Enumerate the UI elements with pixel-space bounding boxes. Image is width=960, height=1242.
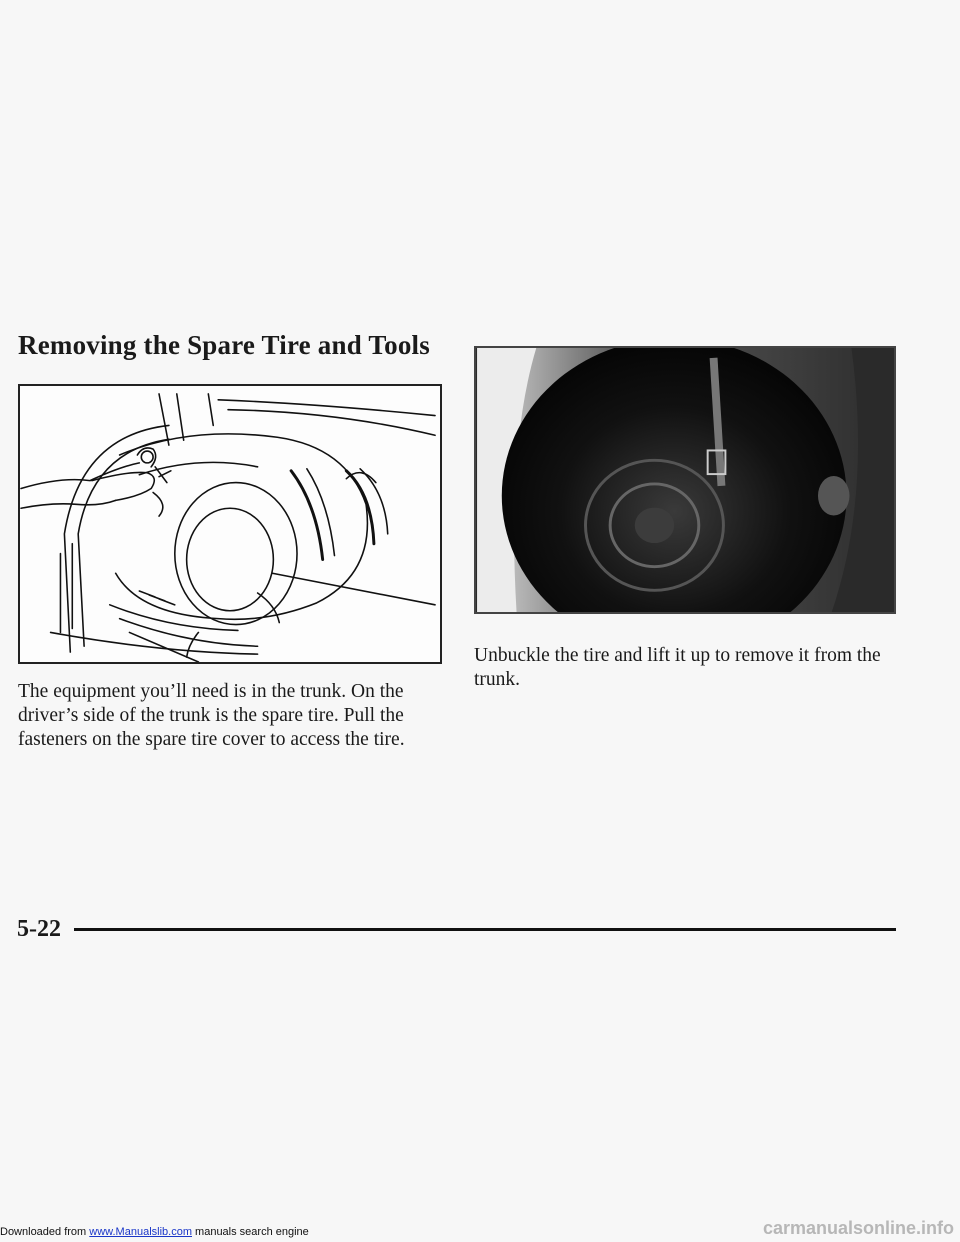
page-title: Removing the Spare Tire and Tools xyxy=(18,330,430,360)
manualslib-link[interactable]: www.Manualslib.com xyxy=(89,1226,192,1238)
spare-tire-photo xyxy=(474,346,896,614)
trunk-spare-tire-illustration xyxy=(18,384,442,664)
watermark-text: carmanualsonline.info xyxy=(762,1218,954,1238)
instruction-text-cover: The equipment you’ll need is in the trunk. On the driver’s side of the trunk is the spare tire. Pull the fasteners on the spare tire cover to access the tire. xyxy=(18,681,405,750)
page-number: 5-22 xyxy=(17,916,61,942)
footer-prefix: Downloaded from xyxy=(0,1226,90,1238)
instruction-text-unbuckle: Unbuckle the tire and lift it up to remove it from the trunk. xyxy=(474,645,881,690)
footer-suffix: manuals search engine xyxy=(191,1226,309,1238)
download-footer xyxy=(0,1226,309,1238)
footer-rule xyxy=(74,928,896,931)
